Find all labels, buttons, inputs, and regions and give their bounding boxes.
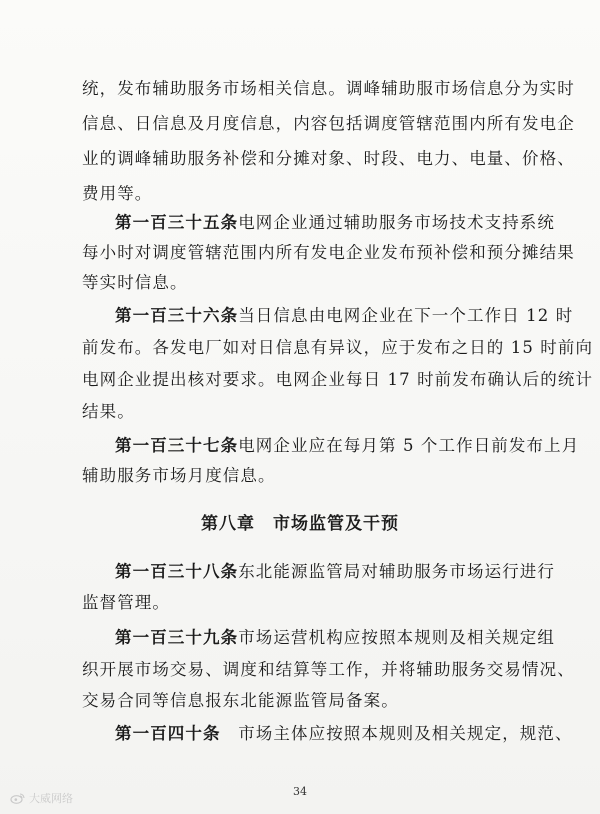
watermark [10, 790, 73, 806]
article-139-text: 市场运营机构应按照本规则及相关规定组 [238, 628, 556, 647]
paragraph-line: 辅助服务市场月度信息。 [82, 466, 276, 485]
paragraph-line: 费用等。 [82, 184, 153, 203]
watermark-text: 大威网络 [29, 792, 73, 805]
article-139-title: 第一百三十九条 [115, 628, 239, 647]
article-138-text: 东北能源监管局对辅助服务市场运行进行 [238, 562, 556, 581]
article-135-text: 电网企业通过辅助服务市场技术支持系统 [238, 213, 556, 232]
article-140-first-line [115, 723, 573, 745]
paragraph-line: 织开展市场交易、调度和结算等工作，并将辅助服务交易情况、 [82, 660, 575, 679]
article-136-text: 当日信息由电网企业在下一个工作日 12 时 [238, 306, 574, 325]
paragraph-line: 结果。 [82, 402, 135, 421]
paragraph-line: 等实时信息。 [82, 273, 188, 292]
page-number: 34 [293, 785, 307, 798]
article-135-title: 第一百三十五条 [115, 213, 239, 232]
paragraph-line: 前发布。各发电厂如对日信息有异议，应于发布之日的 15 时前向 [82, 338, 594, 357]
paragraph-line: 交易合同等信息报东北能源监管局备案。 [82, 691, 399, 710]
article-138-first-line [115, 561, 556, 583]
article-136-title: 第一百三十六条 [115, 306, 239, 325]
paragraph-line: 电网企业提出核对要求。电网企业每日 17 时前发布确认后的统计 [82, 370, 594, 389]
paragraph-line: 业的调峰辅助服务补偿和分摊对象、时段、电力、电量、价格、 [82, 149, 575, 168]
article-139-first-line [115, 627, 556, 649]
article-138-title: 第一百三十八条 [115, 562, 239, 581]
article-135-first-line [115, 212, 556, 234]
article-137-title: 第一百三十七条 [115, 436, 239, 455]
paragraph-line: 每小时对调度管辖范围内所有发电企业发布预补偿和预分摊结果 [82, 243, 575, 262]
paragraph-line: 信息、日信息及月度信息，内容包括调度管辖范围内所有发电企 [82, 114, 575, 133]
article-137-first-line [115, 435, 580, 457]
article-136-first-line [115, 305, 574, 327]
article-140-text: 市场主体应按照本规则及相关规定，规范、 [220, 724, 573, 743]
paragraph-line: 统，发布辅助服务市场相关信息。调峰辅助服市场信息分为实时 [82, 79, 575, 98]
article-137-text: 电网企业应在每月第 5 个工作日前发布上月 [238, 436, 580, 455]
chapter-heading: 第八章 市场监管及干预 [201, 514, 399, 534]
weibo-logo-icon [10, 792, 25, 804]
article-140-title: 第一百四十条 [115, 724, 221, 743]
paragraph-line: 监督管理。 [82, 593, 170, 612]
